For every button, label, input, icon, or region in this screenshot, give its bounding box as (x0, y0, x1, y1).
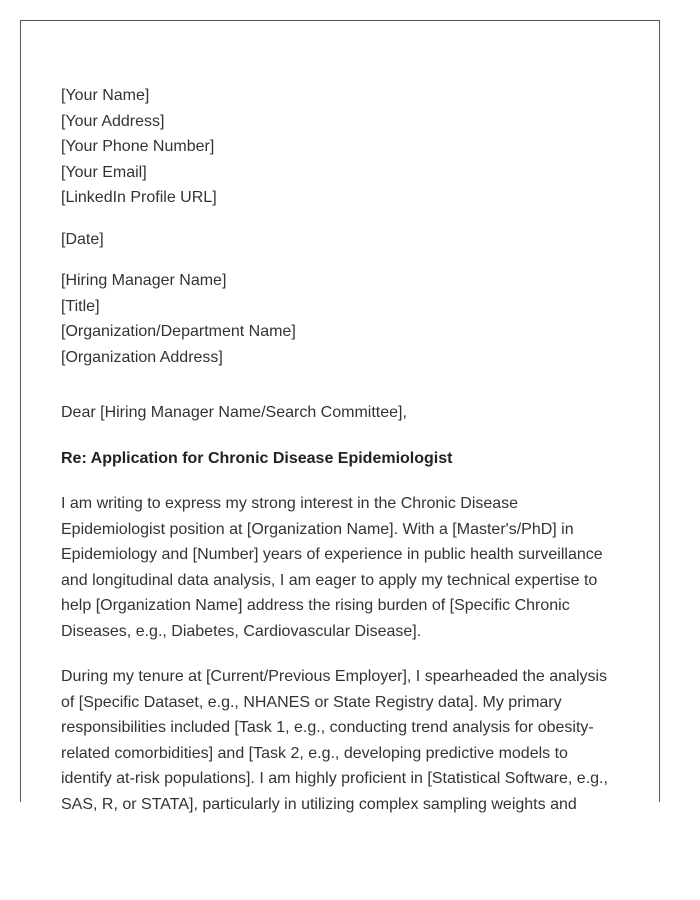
sender-address: [Your Address] (61, 112, 165, 130)
body-paragraph-1: I am writing to express my strong interest in the Chronic Disease Epidemiologist position at [Organization Name]. With a [Master's/PhD] in Epidemiology and [Number] years of experience in public health surveillance and longitudinal data analysis, I am eager to apply my technical expertise to help [Organization Name] address the rising burden of [Specific Chronic Diseases, e.g., Diabetes, Cardiovascular Disease]. (61, 495, 603, 640)
letter-date: [Date] (61, 230, 104, 248)
recipient-block (61, 268, 621, 370)
sender-linkedin: [LinkedIn Profile URL] (61, 189, 217, 206)
salutation: Dear [Hiring Manager Name/Search Committee], (61, 404, 407, 421)
letter-content (61, 83, 621, 817)
date-block (61, 227, 621, 253)
sender-name: [Your Name] (61, 87, 150, 104)
sender-block (61, 83, 621, 211)
recipient-title: [Title] (61, 297, 100, 315)
sender-phone: [Your Phone Number] (61, 138, 215, 155)
body-paragraph-2: During my tenure at [Current/Previous Employer], I spearheaded the analysis of [Specific Dataset, e.g., NHANES or State Registry data]. My primary responsibilities included [Task 1, e.g., conducting trend analysis for obesity-related comorbidities] and [Task 2, e.g., developing predictive models to identify at-risk populations]. I am highly proficient in [Statistical Software, e.g., SAS, R, or STATA], particularly in utilizing complex sampling weights and (61, 668, 608, 813)
recipient-organization: [Organization/Department Name] (61, 323, 296, 340)
recipient-address: [Organization Address] (61, 348, 223, 366)
sender-email: [Your Email] (61, 163, 147, 181)
recipient-name: [Hiring Manager Name] (61, 272, 227, 289)
subject-line: Re: Application for Chronic Disease Epidemiologist (61, 449, 453, 467)
letter-page (20, 20, 660, 813)
